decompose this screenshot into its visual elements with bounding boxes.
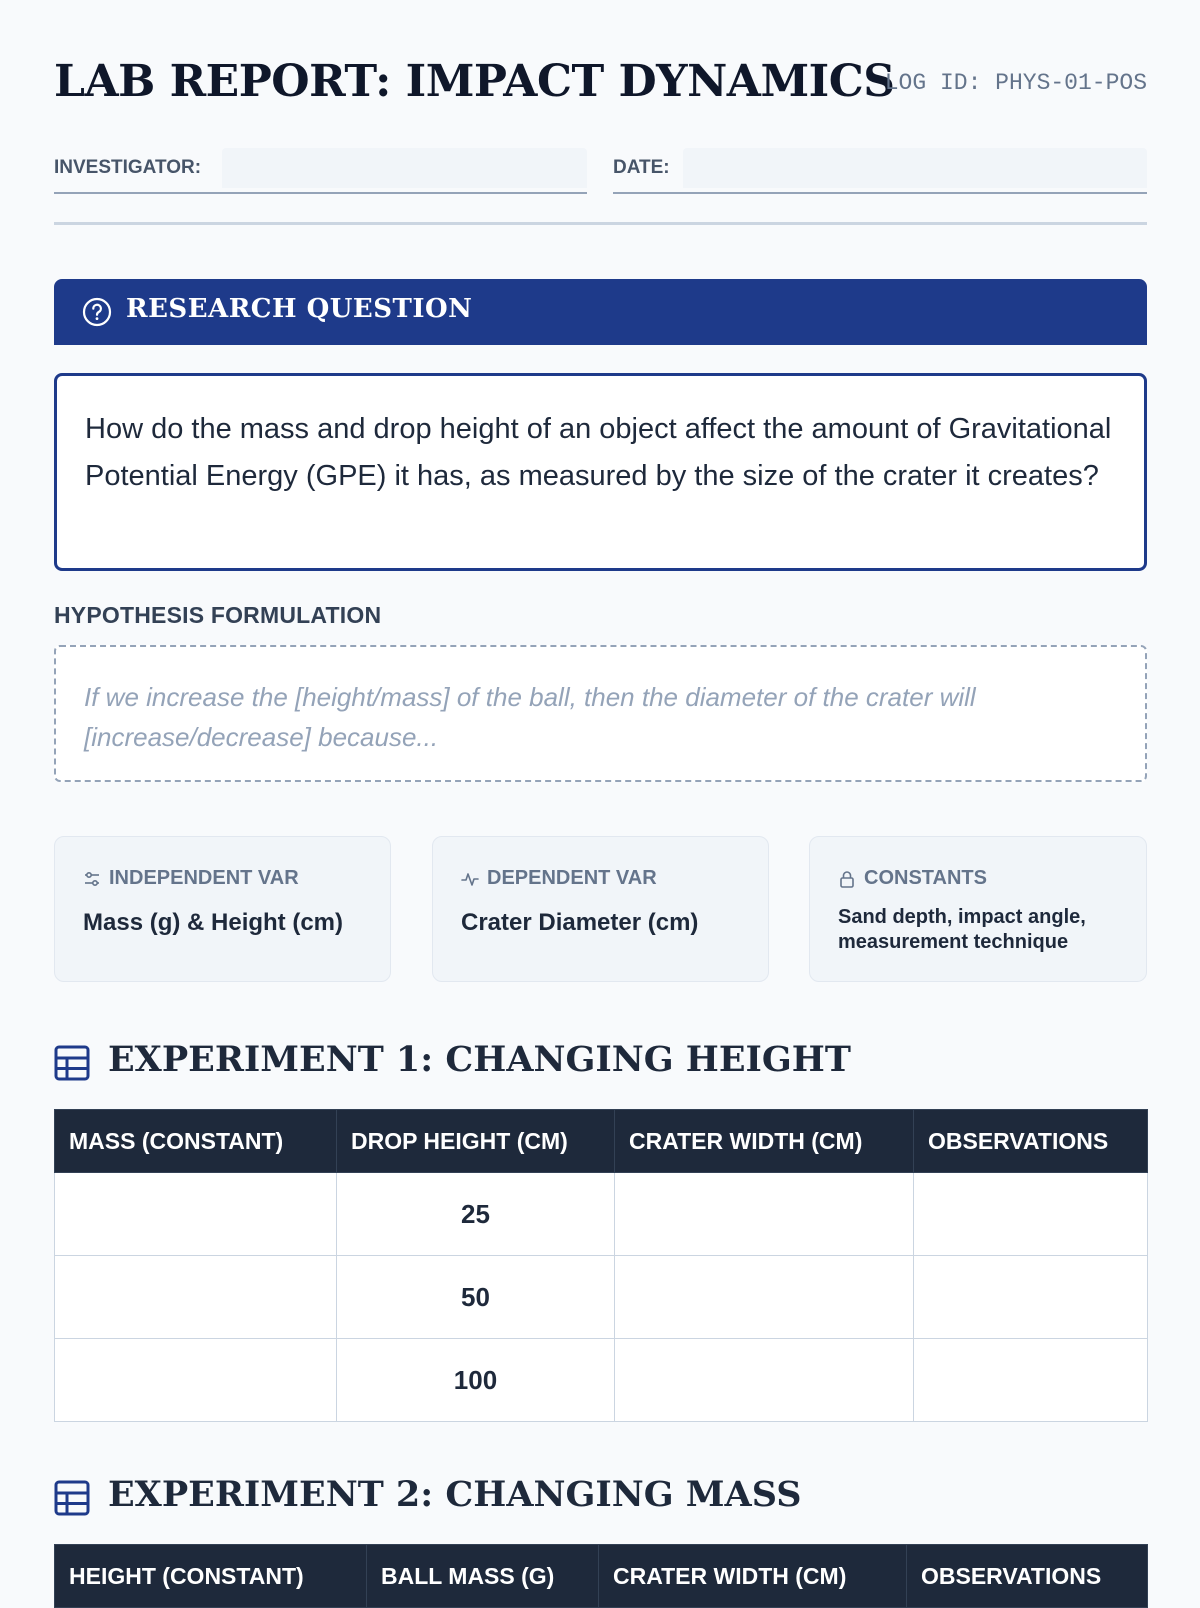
research-question-header	[54, 279, 1147, 345]
constants-value: Sand depth, impact angle, measurement technique	[838, 906, 1086, 953]
independent-var-value: Mass (g) & Height (cm)	[83, 909, 344, 936]
date-input[interactable]	[683, 148, 1147, 188]
crater-width-cell[interactable]	[615, 1173, 914, 1256]
drop-height-cell: 25	[337, 1173, 615, 1256]
title-row	[54, 56, 1147, 116]
column-header: BALL MASS (G)	[367, 1545, 599, 1608]
crater-width-cell[interactable]	[615, 1339, 914, 1422]
table-row	[55, 1339, 1148, 1422]
independent-var-heading: INDEPENDENT VAR	[109, 867, 299, 889]
independent-var-card	[54, 836, 391, 982]
date-label: DATE:	[613, 157, 670, 178]
column-header: OBSERVATIONS	[907, 1545, 1148, 1608]
observations-cell[interactable]	[914, 1256, 1148, 1339]
question-circle-icon	[82, 297, 112, 327]
mass-cell[interactable]	[55, 1173, 337, 1256]
activity-icon	[461, 870, 479, 888]
experiment2-heading: EXPERIMENT 2: CHANGING MASS	[108, 1474, 802, 1515]
research-question-heading: RESEARCH QUESTION	[126, 294, 473, 324]
table-row	[55, 1256, 1148, 1339]
table-row	[55, 1173, 1148, 1256]
dependent-var-heading: DEPENDENT VAR	[487, 867, 657, 889]
drop-height-cell: 100	[337, 1339, 615, 1422]
table-icon	[54, 1480, 90, 1516]
table-icon	[54, 1045, 90, 1081]
dependent-var-value: Crater Diameter (cm)	[461, 909, 699, 936]
drop-height-cell: 50	[337, 1256, 615, 1339]
research-question-text: How do the mass and drop height of an object affect the amount of Gravitational Potential Energy (GPE) it has, as measured by the size of the crater it creates?	[54, 373, 1147, 571]
date-field-group	[613, 146, 1147, 194]
investigator-input[interactable]	[222, 148, 587, 188]
constants-heading: CONSTANTS	[864, 867, 987, 889]
mass-cell[interactable]	[55, 1339, 337, 1422]
column-header: CRATER WIDTH (CM)	[599, 1545, 907, 1608]
column-header: MASS (CONSTANT)	[55, 1110, 337, 1173]
meta-row	[54, 146, 1147, 194]
dependent-var-card	[432, 836, 769, 982]
constants-card	[809, 836, 1147, 982]
observations-cell[interactable]	[914, 1173, 1148, 1256]
experiment2-table	[54, 1544, 1148, 1608]
hypothesis-input[interactable]: If we increase the [height/mass] of the ball, then the diameter of the crater will [increase/decrease] because...	[54, 645, 1147, 782]
table-header-row	[55, 1110, 1148, 1173]
header-divider	[54, 222, 1147, 225]
column-header: OBSERVATIONS	[914, 1110, 1148, 1173]
page-title: LAB REPORT: IMPACT DYNAMICS	[54, 56, 895, 107]
column-header: HEIGHT (CONSTANT)	[55, 1545, 367, 1608]
sliders-icon	[83, 870, 101, 888]
mass-cell[interactable]	[55, 1256, 337, 1339]
table-header-row	[55, 1545, 1148, 1608]
column-header: DROP HEIGHT (CM)	[337, 1110, 615, 1173]
hypothesis-label: HYPOTHESIS FORMULATION	[54, 602, 382, 628]
investigator-field-group	[54, 146, 587, 194]
experiment1-table	[54, 1109, 1148, 1422]
lock-icon	[838, 870, 856, 888]
log-id: LOG ID: PHYS-01-POS	[884, 70, 1147, 96]
experiment1-heading: EXPERIMENT 1: CHANGING HEIGHT	[108, 1039, 851, 1080]
column-header: CRATER WIDTH (CM)	[615, 1110, 914, 1173]
observations-cell[interactable]	[914, 1339, 1148, 1422]
crater-width-cell[interactable]	[615, 1256, 914, 1339]
investigator-label: INVESTIGATOR:	[54, 157, 202, 178]
